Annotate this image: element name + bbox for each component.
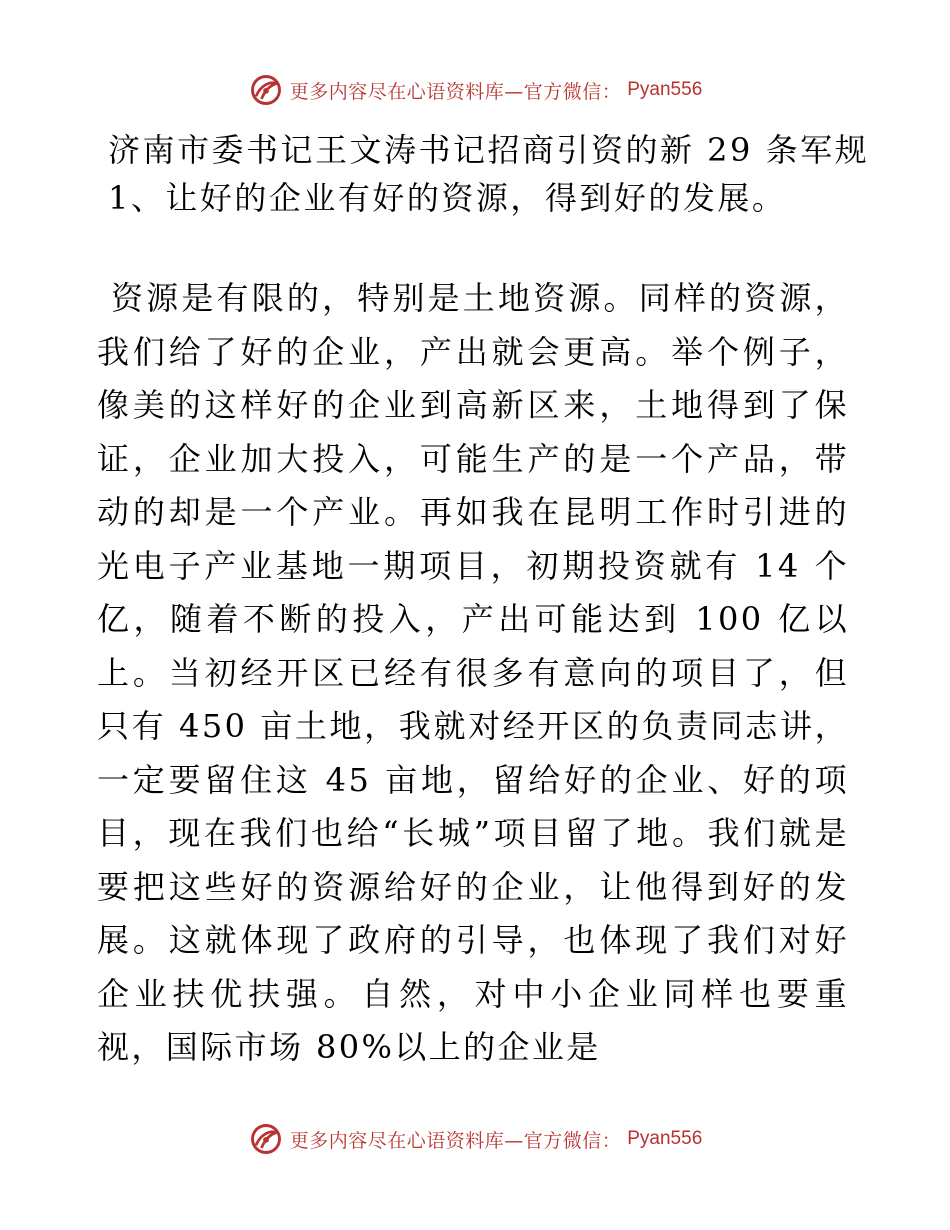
red-swirl-logo-icon — [248, 1121, 284, 1157]
watermark-account: Pyan556 — [627, 79, 703, 100]
footer-watermark — [0, 1119, 950, 1159]
document-title: 济南市委书记王文涛书记招商引资的新 29 条军规 — [108, 131, 870, 169]
body-paragraph: 资源是有限的，特别是土地资源。同样的资源，我们给了好的企业，产出就会更高。举个例子，像美的这样好的企业到高新区来，土地得到了保证，企业加大投入，可能生产的是一个产品，带动的却是一个产业。再如我在昆明工作时引进的光电子产业基地一期项目，初期投资就有 14 个亿，随着不断的投入，产出可能达到 100 亿以上。当初经开区已经有很多有意向的项目了，但只有 450 亩土地，我就对经开区的负责同志讲，一定要留住这 45 亩地，留给好的企业、好的项目，现在我们也给“长城”项目留了地。我们就是要把这些好的资源给好的企业，让他得到好的发展。这就体现了政府的引导，也体现了我们对好企业扶优扶强。自然，对中小企业同样也要重视，国际市场 80%以上的企业是 — [97, 279, 849, 1066]
red-swirl-logo-icon — [248, 72, 284, 108]
watermark-account: Pyan556 — [627, 1128, 703, 1149]
watermark-text: 更多内容尽在心语资料库—官方微信： — [289, 80, 622, 103]
watermark-text: 更多内容尽在心语资料库—官方微信： — [289, 1129, 622, 1152]
header-watermark — [0, 70, 950, 110]
section-heading: 1、让好的企业有好的资源，得到好的发展。 — [108, 179, 787, 217]
